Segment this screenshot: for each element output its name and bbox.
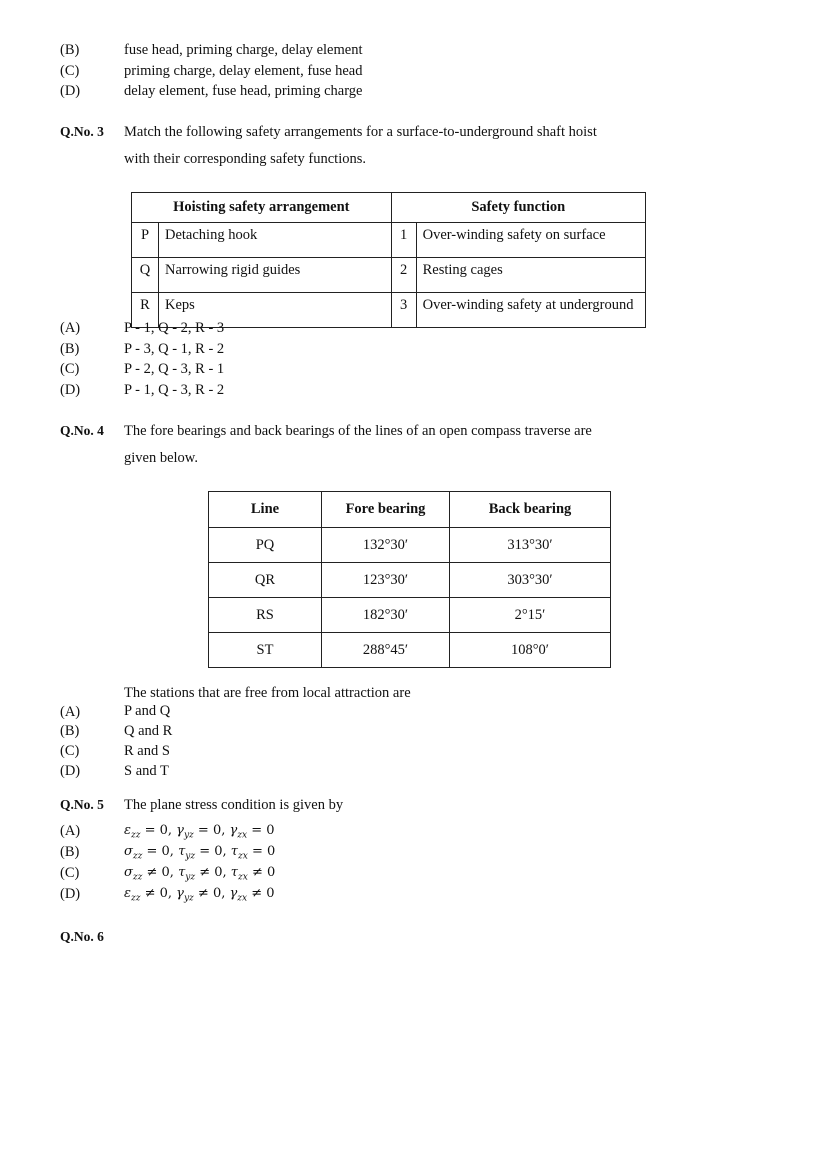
math-expression xyxy=(124,864,275,887)
table-row xyxy=(209,633,611,668)
table-row xyxy=(132,223,646,258)
option-label: (D) xyxy=(60,886,81,902)
math-term: $\tau_{zx} = 0$ xyxy=(230,844,276,862)
question-number: Q.No. 6 xyxy=(60,929,104,944)
table-header: Hoisting safety arrangement xyxy=(132,193,392,223)
cell: 303°30′ xyxy=(450,563,611,598)
option-text: S and T xyxy=(124,763,169,779)
matching-table xyxy=(131,192,646,328)
option-text: P - 1, Q - 2, R - 3 xyxy=(124,320,225,336)
question-text: Match the following safety arrangements for a surface-to-underground shaft hoist xyxy=(124,124,597,140)
cell: Resting cages xyxy=(416,258,645,293)
cell: PQ xyxy=(209,528,322,563)
cell: Detaching hook xyxy=(159,223,392,258)
option-label: (C) xyxy=(60,361,80,377)
math-expression xyxy=(124,885,275,908)
math-term: $\varepsilon_{zz} \ne 0$, xyxy=(124,886,177,904)
option-text: priming charge, delay element, fuse head xyxy=(124,63,363,79)
option-text: fuse head, priming charge, delay element xyxy=(124,42,363,58)
cell: ST xyxy=(209,633,322,668)
cell: 288°45′ xyxy=(322,633,450,668)
option-label: (A) xyxy=(60,704,81,720)
table-header: Line xyxy=(209,492,322,528)
option-label: (C) xyxy=(60,743,80,759)
math-expression xyxy=(124,822,275,845)
table-header: Safety function xyxy=(391,193,645,223)
cell: 3 xyxy=(391,293,416,328)
math-term: $\gamma_{yz} \ne 0$, xyxy=(176,886,230,904)
table-header: Fore bearing xyxy=(322,492,450,528)
option-label: (D) xyxy=(60,83,81,99)
question-text: The fore bearings and back bearings of the lines of an open compass traverse are xyxy=(124,423,592,439)
table-row xyxy=(209,563,611,598)
cell: 132°30′ xyxy=(322,528,450,563)
option-text: P - 1, Q - 3, R - 2 xyxy=(124,382,225,398)
cell: R xyxy=(132,293,159,328)
question-text: The plane stress condition is given by xyxy=(124,797,344,813)
table-header: Back bearing xyxy=(450,492,611,528)
cell: Over-winding safety at underground xyxy=(416,293,645,328)
option-label: (C) xyxy=(60,63,80,79)
math-term: $\gamma_{zx} = 0$ xyxy=(229,823,275,841)
cell: 313°30′ xyxy=(450,528,611,563)
cell: 1 xyxy=(391,223,416,258)
question-prompt: The stations that are free from local attraction are xyxy=(124,685,411,701)
option-text: P and Q xyxy=(124,703,171,719)
cell: Narrowing rigid guides xyxy=(159,258,392,293)
question-text: with their corresponding safety functions. xyxy=(124,151,367,167)
option-label: (B) xyxy=(60,723,80,739)
option-text: P - 3, Q - 1, R - 2 xyxy=(124,341,225,357)
table-row xyxy=(209,528,611,563)
cell: 123°30′ xyxy=(322,563,450,598)
option-text: R and S xyxy=(124,743,170,759)
table-row xyxy=(209,598,611,633)
option-label: (B) xyxy=(60,341,80,357)
math-term: $\varepsilon_{zz} = 0$, xyxy=(124,823,177,841)
question-number: Q.No. 3 xyxy=(60,124,104,139)
cell: 2 xyxy=(391,258,416,293)
math-term: $\tau_{zx} \ne 0$ xyxy=(230,865,276,883)
cell: Over-winding safety on surface xyxy=(416,223,645,258)
option-label: (D) xyxy=(60,763,81,779)
option-label: (A) xyxy=(60,320,81,336)
cell: 108°0′ xyxy=(450,633,611,668)
cell: P xyxy=(132,223,159,258)
option-text: delay element, fuse head, priming charge xyxy=(124,83,363,99)
question-number: Q.No. 5 xyxy=(60,797,104,812)
bearings-table xyxy=(208,491,611,668)
math-term: $\gamma_{zx} \ne 0$ xyxy=(229,886,275,904)
cell: RS xyxy=(209,598,322,633)
option-text: Q and R xyxy=(124,723,173,739)
option-label: (D) xyxy=(60,382,81,398)
math-term: $\gamma_{yz} = 0$, xyxy=(176,823,230,841)
cell: QR xyxy=(209,563,322,598)
option-label: (C) xyxy=(60,865,80,881)
math-term: $\sigma_{zz} \ne 0$, xyxy=(124,865,179,883)
math-term: $\tau_{yz} = 0$, xyxy=(178,844,231,862)
question-text: given below. xyxy=(124,450,198,466)
table-row xyxy=(132,258,646,293)
option-label: (B) xyxy=(60,42,80,58)
cell: 2°15′ xyxy=(450,598,611,633)
math-term: $\tau_{yz} \ne 0$, xyxy=(178,865,231,883)
cell: Q xyxy=(132,258,159,293)
cell: Keps xyxy=(159,293,392,328)
question-number: Q.No. 4 xyxy=(60,423,104,438)
option-label: (B) xyxy=(60,844,80,860)
option-text: P - 2, Q - 3, R - 1 xyxy=(124,361,225,377)
cell: 182°30′ xyxy=(322,598,450,633)
math-term: $\sigma_{zz} = 0$, xyxy=(124,844,179,862)
option-label: (A) xyxy=(60,823,81,839)
math-expression xyxy=(124,843,275,866)
